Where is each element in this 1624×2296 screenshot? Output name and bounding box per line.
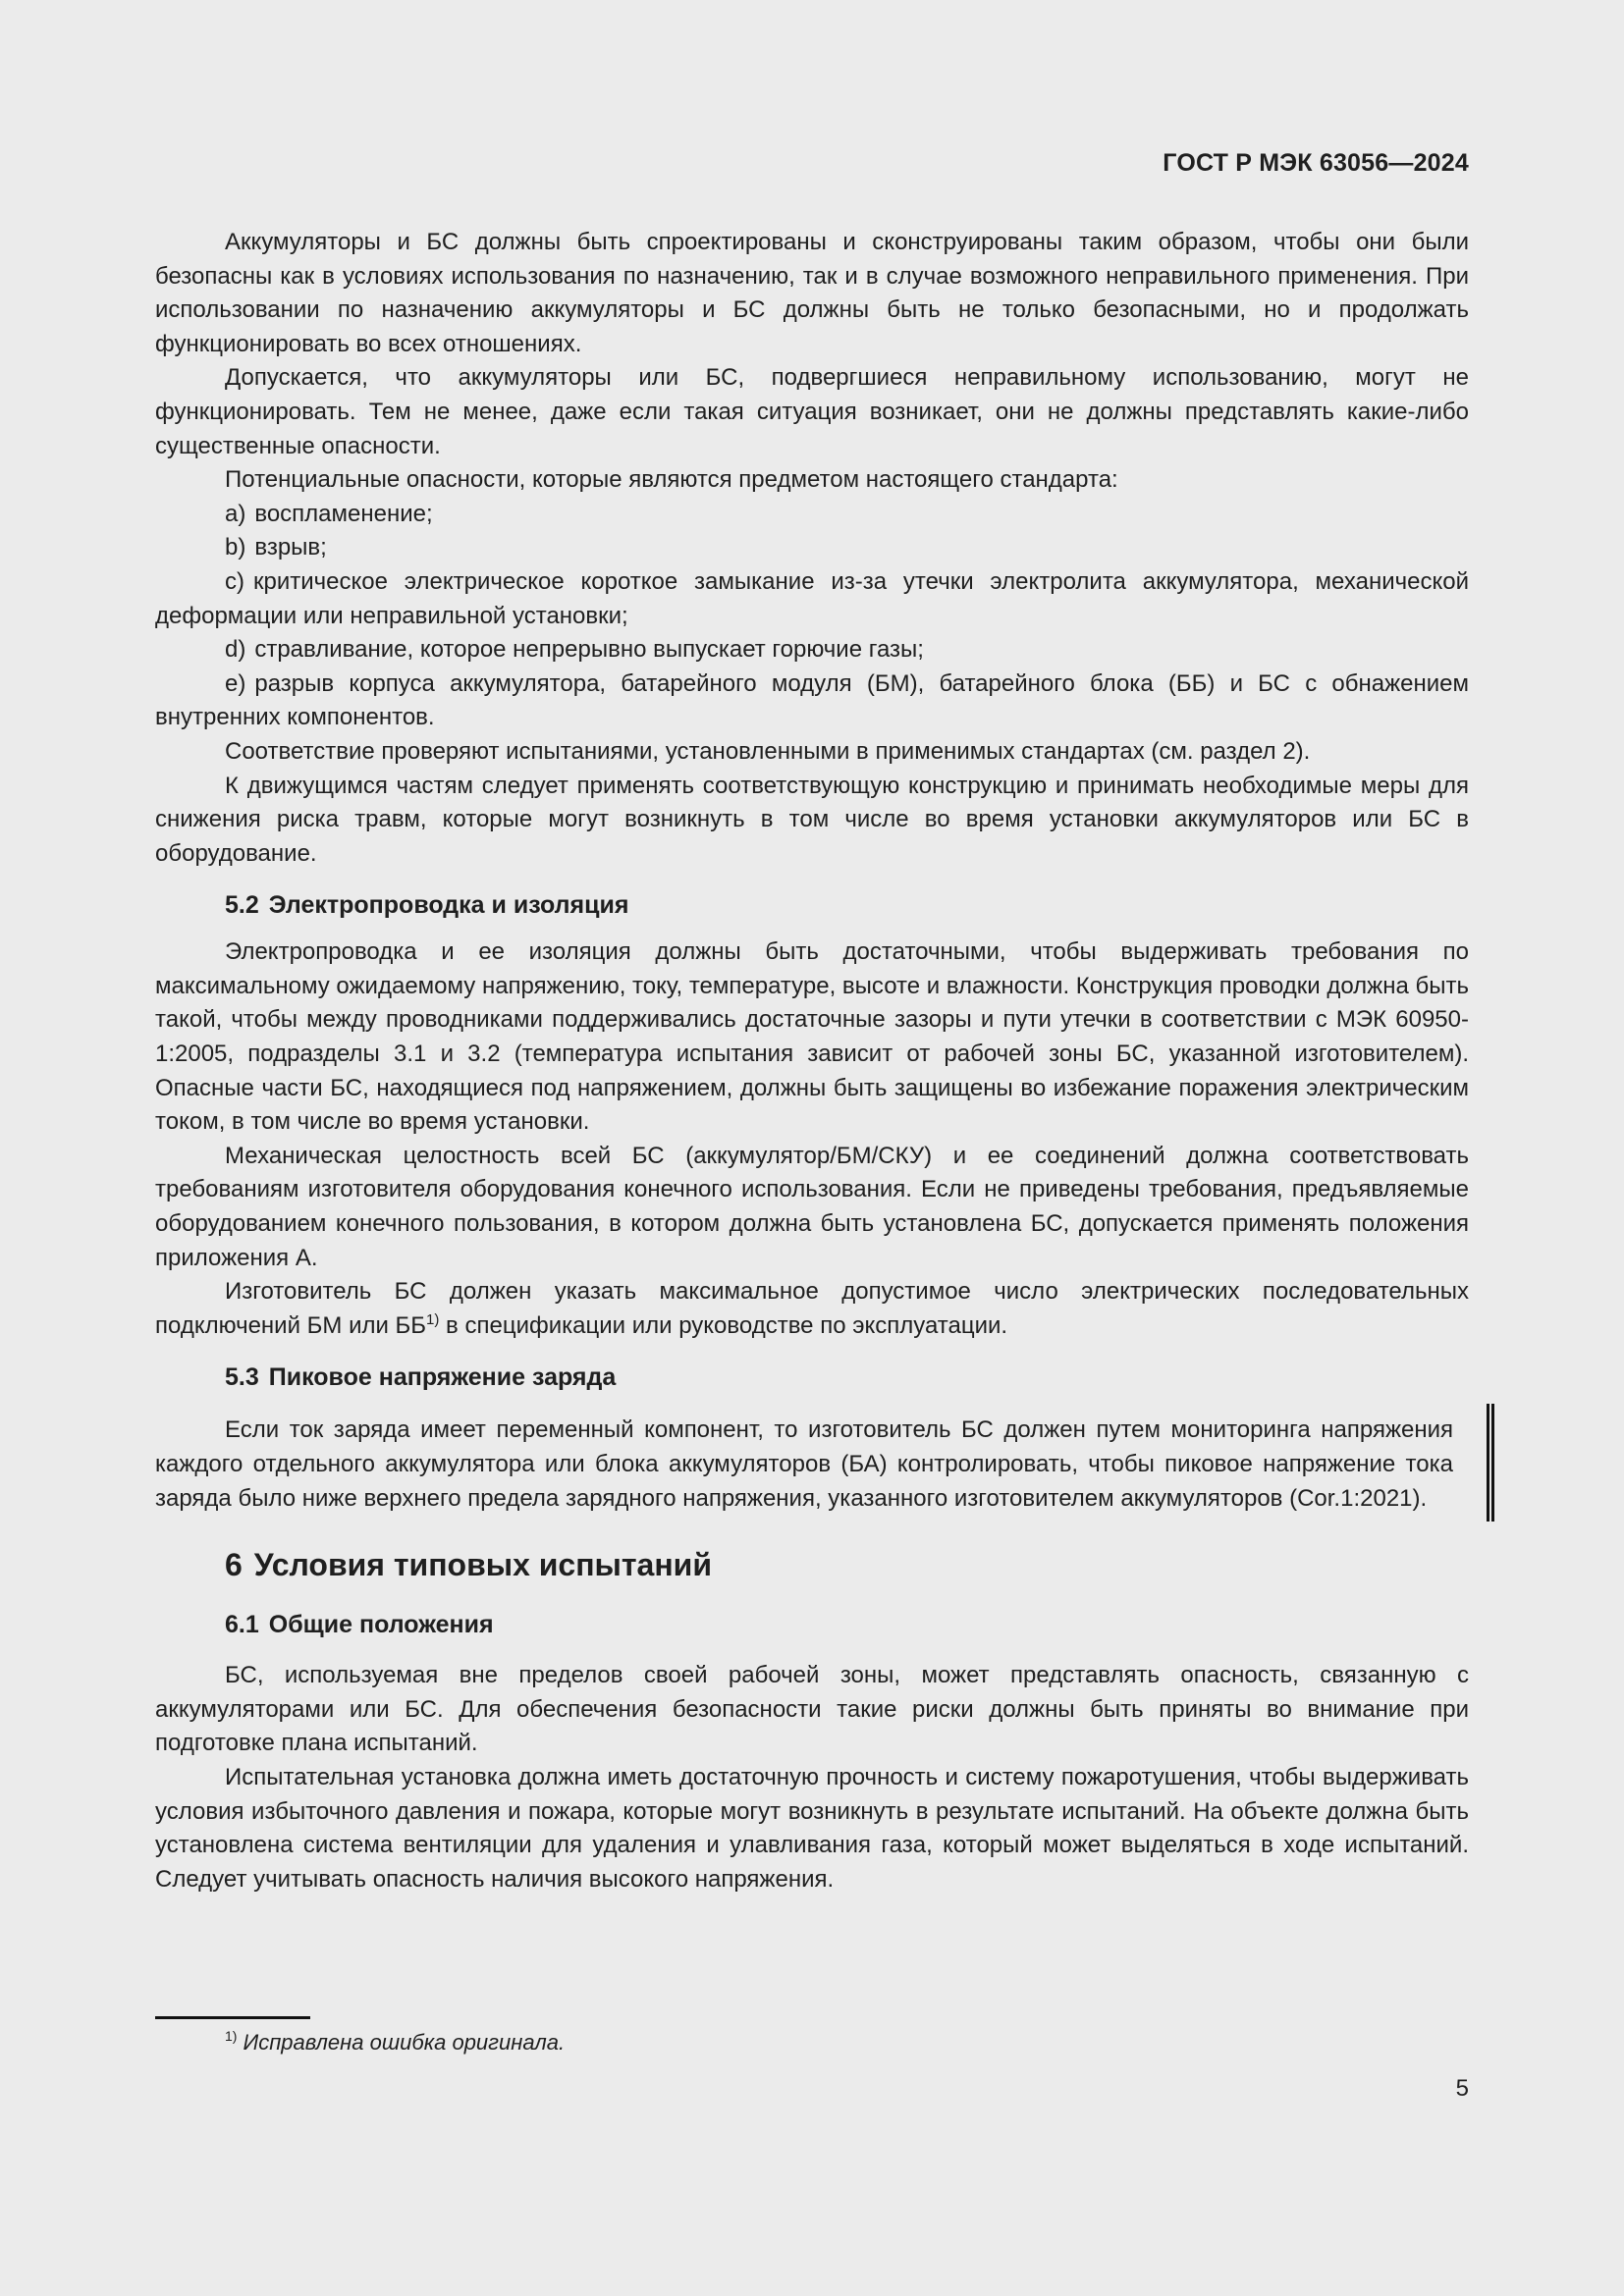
paragraph: Электропроводка и ее изоляция должны быть достаточными, чтобы выдерживать требования по максимальному ожидаемому напряжению, току, температуре, высоте и влажности. Конструкция проводки должна быть такой, чтобы между проводниками поддерживались достаточные зазоры и пути утечки в соответствии с МЭК 60950-1:2005, подразделы 3.1 и 3.2 (температура испытания зависит от рабочей зоны БС, указанной изготовителем). Опасные части БС, находящиеся под напряжением, должны быть защищены во избежание поражения электрическим током, в том числе во время установки. [155, 938, 1469, 1136]
section-heading-6-1 [155, 1608, 1469, 1641]
list-item [155, 498, 1469, 532]
list-item-text: критическое электрическое короткое замыкание из-за утечки электролита аккумулятора, механической деформации или неправильной установки; [155, 567, 1469, 629]
list-marker: b) [225, 534, 246, 561]
paragraph: Механическая целостность всей БС (аккумулятор/БМ/СКУ) и ее соединений должна соответствовать требованиям изготовителя оборудования конечного использования. Если не приведены требования, предъявляемые оборудованием конечного пользования, в котором должна быть установлена БС, допускается применять положения приложения А. [155, 1142, 1469, 1271]
paragraph-text: в спецификации или руководстве по эксплуатации. [439, 1311, 1008, 1339]
section-title: Общие положения [268, 1611, 494, 1639]
list-item [155, 531, 1469, 565]
list-marker: c) [225, 567, 244, 595]
list-item-text: воспламенение; [254, 500, 433, 527]
list-item [155, 633, 1469, 667]
section-heading-5-3 [155, 1361, 1469, 1394]
paragraph: Соответствие проверяют испытаниями, установленными в применимых стандартах (см. раздел 2). [225, 737, 1311, 765]
section-title: Условия типовых испытаний [253, 1547, 713, 1583]
section-number: 6 [225, 1547, 243, 1583]
paragraph: Испытательная установка должна иметь достаточную прочность и систему пожаротушения, чтобы выдерживать условия избыточного давления и пожара, которые могут возникнуть в результате испытаний. На объекте должна быть установлена система вентиляции для удаления и улавливания газа, который может выделяться в ходе испытаний. Следует учитывать опасность наличия высокого напряжения. [155, 1763, 1469, 1893]
paragraph: Аккумуляторы и БС должны быть спроектированы и сконструированы таким образом, чтобы они были безопасны как в условиях использования по назначению, так и в случае возможного неправильного применения. При использовании по назначению аккумуляторы и БС должны быть не только безопасными, но и продолжать функционировать во всех отношениях. [155, 229, 1469, 357]
list-item-text: стравливание, которое непрерывно выпускает горючие газы; [254, 636, 924, 664]
paragraph: К движущимся частям следует применять соответствующую конструкцию и принимать необходимые меры для снижения риска травм, которые могут возникнуть в том числе во время установки аккумуляторов или БС в оборудование. [155, 772, 1469, 867]
list-item-text: разрыв корпуса аккумулятора, батарейного модуля (БМ), батарейного блока (ББ) и БС с обнажением внутренних компонентов. [155, 669, 1469, 731]
list-item [155, 565, 1469, 633]
list-marker: a) [225, 500, 246, 527]
list-item-text: взрыв; [254, 534, 327, 561]
paragraph: Допускается, что аккумуляторы или БС, подвергшиеся неправильному использованию, могут не функционировать. Тем не менее, даже если такая ситуация возникает, они не должны представлять какие-либо существенные опасности. [155, 364, 1469, 459]
footnote-marker: 1) [225, 2028, 238, 2044]
section-number: 5.3 [225, 1363, 259, 1392]
page-number: 5 [1455, 2075, 1469, 2102]
section-title: Пиковое напряжение заряда [268, 1363, 617, 1392]
footnote-text: Исправлена ошибка оригинала. [243, 2030, 566, 2055]
paragraph [155, 1275, 1469, 1343]
section-number: 6.1 [225, 1611, 259, 1639]
list-item [155, 667, 1469, 735]
footnote-reference: 1) [426, 1310, 440, 1328]
change-marker-bar [1487, 1404, 1494, 1522]
list-marker: e) [225, 669, 246, 697]
paragraph-text: Изготовитель БС должен указать максимальное допустимое число электрических последовательных подключений БМ или ББ [155, 1278, 1469, 1339]
list-marker: d) [225, 636, 246, 664]
page-content [155, 226, 1469, 1896]
section-heading-6 [155, 1545, 1469, 1584]
amended-text-block [155, 1414, 1485, 1516]
document-page [155, 0, 1469, 2296]
section-title: Электропроводка и изоляция [268, 891, 629, 920]
footnote-separator [155, 2016, 310, 2019]
section-number: 5.2 [225, 891, 259, 920]
paragraph: Если ток заряда имеет переменный компонент, то изготовитель БС должен путем мониторинга напряжения каждого отдельного аккумулятора или блока аккумуляторов (БА) контролировать, чтобы пиковое напряжение тока заряда было ниже верхнего предела зарядного напряжения, указанного изготовителем аккумуляторов (Cor.1:2021). [155, 1416, 1453, 1512]
standard-designation: ГОСТ Р МЭК 63056—2024 [1163, 149, 1469, 177]
footnote [225, 2030, 565, 2056]
paragraph: БС, используемая вне пределов своей рабочей зоны, может представлять опасность, связанную с аккумуляторами или БС. Для обеспечения безопасности такие риски должны быть приняты во внимание при подготовке плана испытаний. [155, 1662, 1469, 1757]
paragraph: Потенциальные опасности, которые являются предметом настоящего стандарта: [225, 466, 1118, 494]
section-heading-5-2 [155, 888, 1469, 922]
